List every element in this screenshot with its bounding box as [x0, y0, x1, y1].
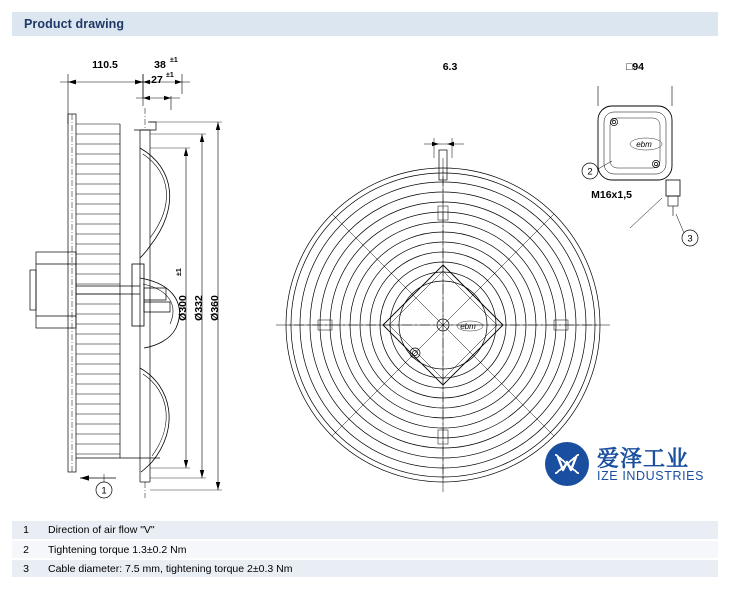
table-row — [12, 540, 718, 559]
label-cable-gland: M16x1,5 — [591, 189, 632, 201]
legend-text: Cable diameter: 7.5 mm, tightening torque 2±0.3 Nm — [40, 559, 718, 578]
front-brand-mark: ebm — [460, 322, 476, 331]
legend-number: 3 — [12, 559, 40, 578]
balloon-2-number: 2 — [587, 166, 593, 178]
dim-hub-depth-1 — [136, 74, 190, 94]
legend-number: 2 — [12, 540, 40, 559]
label-ring-dia: Ø332 — [193, 295, 205, 321]
box-brand-mark: ebm — [636, 140, 652, 149]
legend-number: 1 — [12, 521, 40, 540]
label-impeller-dia-tol: ±1 — [176, 268, 183, 276]
dim-side-width — [60, 74, 151, 124]
logo-glyph-icon — [556, 453, 578, 475]
logo-mark-icon — [545, 442, 589, 486]
table-row — [12, 559, 718, 578]
section-header — [12, 12, 718, 36]
label-hub-depth-2-tol: ±1 — [166, 72, 174, 79]
logo-name-en: IZE INDUSTRIES — [597, 469, 705, 483]
balloon-1 — [80, 474, 116, 498]
terminal-box-view — [582, 86, 698, 246]
balloon-3-number: 3 — [687, 233, 693, 245]
label-hub-depth-1-tol: ±1 — [170, 57, 178, 64]
label-outer-dia: Ø360 — [209, 295, 221, 321]
label-grid-thickness: 6.3 — [442, 61, 458, 73]
legend-text: Tightening torque 1.3±0.2 Nm — [40, 540, 718, 559]
label-box-size: □94 — [625, 61, 645, 73]
dim-hub-depth-2 — [136, 90, 180, 110]
label-hub-depth-1: 38 — [154, 59, 166, 71]
legend-table — [12, 521, 718, 579]
balloon-1-number: 1 — [101, 485, 107, 497]
table-row — [12, 521, 718, 540]
label-impeller-dia: Ø300 — [177, 295, 189, 321]
legend-text: Direction of air flow "V" — [40, 521, 718, 540]
company-logo — [545, 440, 705, 495]
label-side-width: 110.5 — [92, 59, 118, 71]
label-hub-depth-2: 27 — [151, 74, 163, 86]
logo-name-cn: 爱泽工业 — [597, 447, 690, 472]
page-title: Product drawing — [24, 17, 125, 31]
